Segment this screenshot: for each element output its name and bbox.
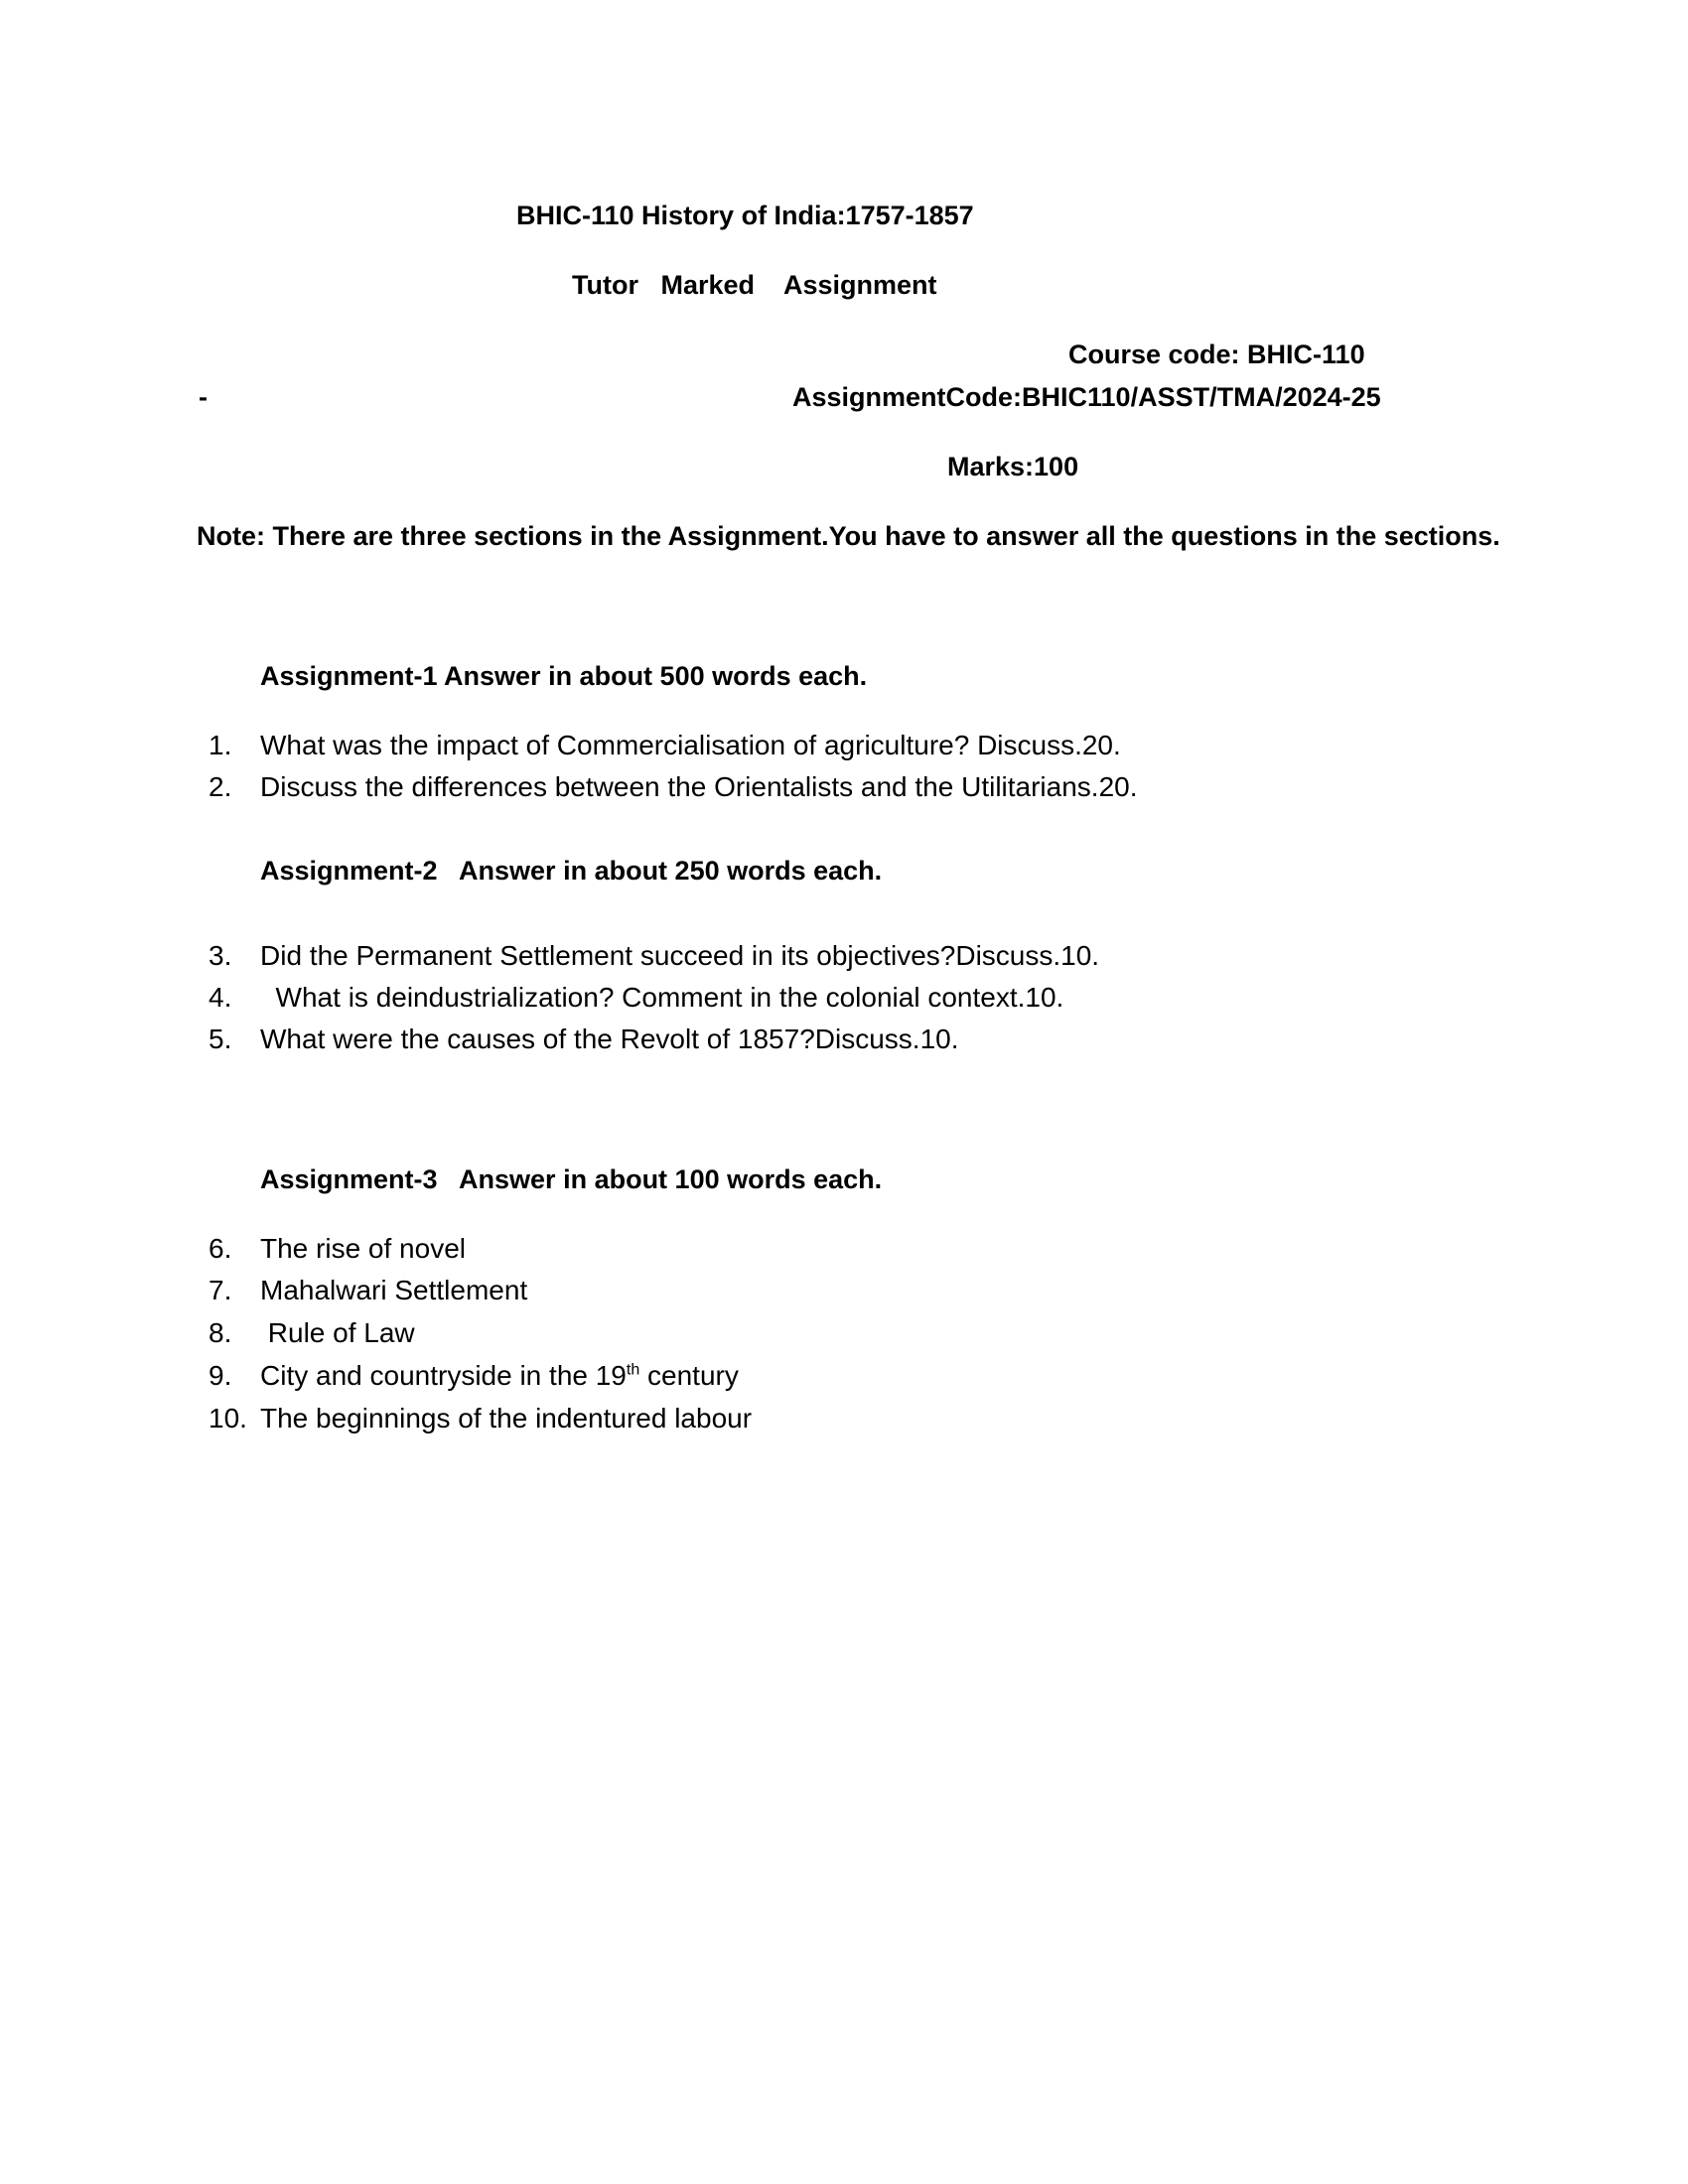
list-item — [209, 1316, 1499, 1350]
superscript: th — [626, 1361, 640, 1379]
question-text: What were the causes of the Revolt of 1857?Discuss.10. — [260, 1024, 959, 1054]
question-number: 4. — [209, 982, 232, 1013]
question-number: 5. — [209, 1024, 232, 1054]
list-item — [209, 1232, 1499, 1266]
question-number: 10. — [209, 1403, 247, 1433]
question-text: What was the impact of Commercialisation of agriculture? Discuss.20. — [260, 730, 1121, 760]
list-item — [209, 770, 1499, 804]
assignment-code: AssignmentCode:BHIC110/ASST/TMA/2024-25 — [792, 382, 1381, 412]
section-heading: Assignment-3 Answer in about 100 words each. — [260, 1164, 883, 1194]
note: Note: There are three sections in the Assignment.You have to answer all the questions in the sections. — [197, 521, 1500, 551]
list-item — [209, 939, 1499, 973]
question-text: What is deindustrialization? Comment in the colonial context.10. — [260, 982, 1064, 1013]
course-title: BHIC-110 History of India:1757-1857 — [516, 201, 974, 230]
marks: Marks:100 — [947, 452, 1079, 481]
dash-marker: - — [199, 382, 208, 412]
list-item — [209, 1359, 1499, 1393]
question-number: 8. — [209, 1317, 232, 1348]
course-code: Course code: BHIC-110 — [1068, 340, 1365, 369]
question-text — [260, 1359, 739, 1393]
list-item — [209, 1023, 1499, 1056]
question-number: 6. — [209, 1233, 232, 1264]
question-number: 7. — [209, 1275, 232, 1305]
question-text: The beginnings of the indentured labour — [260, 1403, 753, 1433]
question-text-part: City and countryside in the 19 — [260, 1360, 627, 1391]
question-number: 1. — [209, 730, 232, 760]
list-item — [209, 729, 1499, 762]
question-text: The rise of novel — [260, 1233, 466, 1264]
question-text: Rule of Law — [260, 1317, 415, 1348]
section-heading: Assignment-1 Answer in about 500 words each. — [260, 661, 868, 691]
question-text-part: century — [639, 1360, 739, 1391]
section-heading: Assignment-2 Answer in about 250 words each. — [260, 856, 883, 886]
list-item — [209, 981, 1499, 1015]
list-item — [209, 1402, 1499, 1435]
question-number: 2. — [209, 771, 232, 802]
list-item — [209, 1274, 1499, 1307]
question-text: Discuss the differences between the Orientalists and the Utilitarians.20. — [260, 771, 1138, 802]
question-text: Mahalwari Settlement — [260, 1275, 528, 1305]
document-subtitle: Tutor Marked Assignment — [572, 270, 937, 300]
question-number: 3. — [209, 940, 232, 971]
question-number: 9. — [209, 1360, 232, 1391]
question-text: Did the Permanent Settlement succeed in its objectives?Discuss.10. — [260, 940, 1100, 971]
